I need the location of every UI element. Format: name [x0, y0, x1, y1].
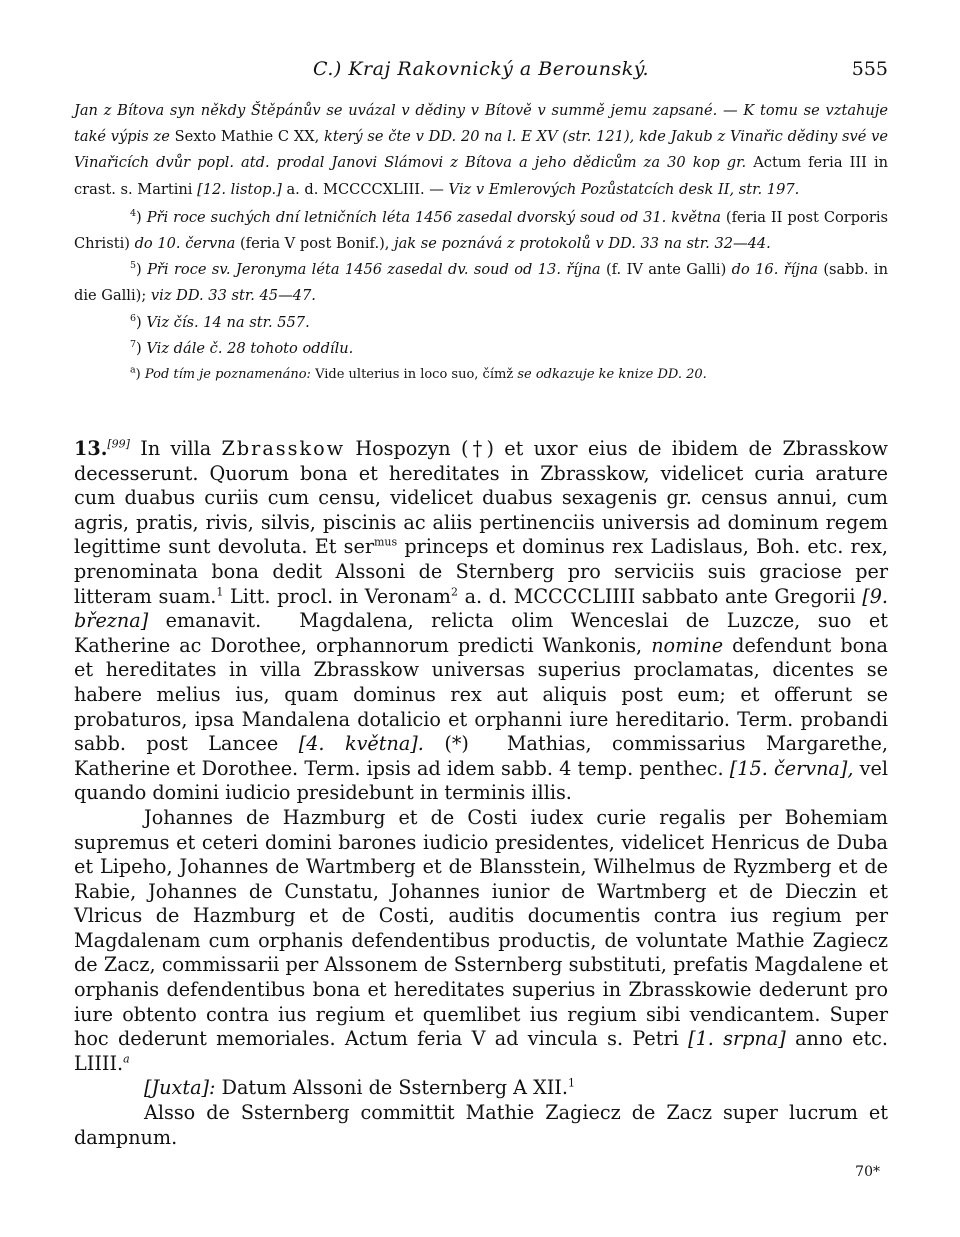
page-number: 555: [851, 58, 888, 80]
running-title: C.) Kraj Rakovnický a Berounský.: [313, 58, 649, 80]
footnote-6: $^6$) Viz čís. 14 na str. 557.: [130, 312, 310, 331]
entry-reference: [99]: [107, 437, 130, 451]
entry-number: 13.: [74, 437, 108, 460]
footnote-a: $^a$) Pod tím je poznamenáno: Vide ulterius in loco suo, čímž se odkazuje ke knize DD. 20.: [130, 364, 707, 383]
judgment-paragraph: Johannes de Hazmburg et de Costi iudex curie regalis per Bohemiam supremus et ceteri domini barones iudicio presidentes, videlicet Henricus de Duba et Lipeho, Johannes de Wartmberg et de Blansstein, Wilhelmus de Ryzmberg et de Rabie, Johannes de Cunstatu, Johannes iunior de Wartmberg et de Dieczin et Vlricus de Hazmburg et de Costi, auditis documentis contra ius regium per Magdalenam cum orphanis defendentibus productis, de voluntate Mathie Zagiecz de Zacz, commissarii per Alssonem de Ssternberg substituti, prefatis Magdalene et orphanis defendentibus bona et hereditates superius in Zbrasskowie dederunt pro iure obtento contra ius regium et quemlibet ius regium sibi vendicantem. Super hoc dederunt memoriales. Actum feria V ad vincula s. Petri [1. srpna] anno etc. LIIII.$^a$: [74, 805, 888, 1075]
footnotes-block: [74, 98, 888, 388]
running-header: [74, 58, 888, 86]
footnote-5: $^5$) Při roce sv. Jeronyma léta 1456 zasedal dv. soud od 13. října (f. IV ante Galli) do 16. října (sabb. in die Galli); viz DD. 33 str. 45—47.: [74, 260, 888, 305]
main-text: [74, 437, 888, 1150]
commission-paragraph: Alsso de Ssternberg committit Mathie Zagiecz de Zacz super lucrum et dampnum.: [74, 1101, 888, 1149]
footnote-continuation: Jan z Bítova syn někdy Štěpánův se uvázal v dědiny v Bítově v summě jemu zapsané. — K tomu se vztahuje také výpis ze Sexto Mathie C XX, který se čte v DD. 20 na l. E XV (str. 121), kde Jakub z Vinařic dědiny své ve Vinařicích dvůr popl. atd. prodal Janovi Slámovi z Bítova a jeho dědicům za 30 kop gr. Actum feria III in crast. s. Martini [12. listop.] a. d. MCCCCXLIII. — Viz v Emlerových Pozůstatcích desk II, str. 197.: [74, 102, 889, 198]
signature-mark: 70*: [855, 1164, 880, 1180]
footnote-4: $^4$) Při roce suchých dní letničních léta 1456 zasedal dvorský soud od 31. května (feria II post Corporis Christi) do 10. června (feria V post Bonif.), jak se poznává z protokolů v DD. 33 na str. 32—44.: [74, 207, 889, 253]
footnote-7: $^7$) Viz dále č. 28 tohoto oddílu.: [130, 338, 354, 357]
juxta-paragraph: [Juxta]: Datum Alssoni de Ssternberg A XII.$^1$: [144, 1076, 575, 1100]
entry-paragraph: 13.[99] In villa Zbrasskow Hospozyn (†) et uxor eius de ibidem de Zbrasskow decesserunt. Quorum bona et hereditates in Zbrasskow, videlicet curia arature cum duabus curiis cum censu, videlicet duabus sexagenis gr. census annui, cum agris, pratis, rivis, silvis, piscinis ac aliis pertinenciis universis ad dominum regem legittime sunt devoluta. Et ser$^{mus}$ princeps et dominus rex Ladislaus, Boh. etc. rex, prenominata bona dedit Alssoni de Sternberg pro serviciis suis graciose per litteram suam.$^1$ Litt. procl. in Veronam$^2$ a. d. MCCCCLIIII sabbato ante Gregorii [9. března] emanavit. Magdalena, relicta olim Wenceslai de Luzcze, suo et Katherine ac Dorothee, orphannorum predicti Wankonis, nomine defendunt bona et hereditates in villa Zbrasskow universas superius proclamatas, dicentes se habere melius ius, quam dominus rex aut aliquis post eum; et offerunt se probaturos, ipsa Mandalena dotalicio et orphanni iure hereditario. Term. probandi sabb. post Lancee [4. května]. (*) Mathias, commissarius Margarethe, Katherine et Dorothee. Term. ipsis ad idem sabb. 4 temp. penthec. [15. června], vel quando domini iudicio presidebunt in terminis illis.: [74, 437, 888, 805]
